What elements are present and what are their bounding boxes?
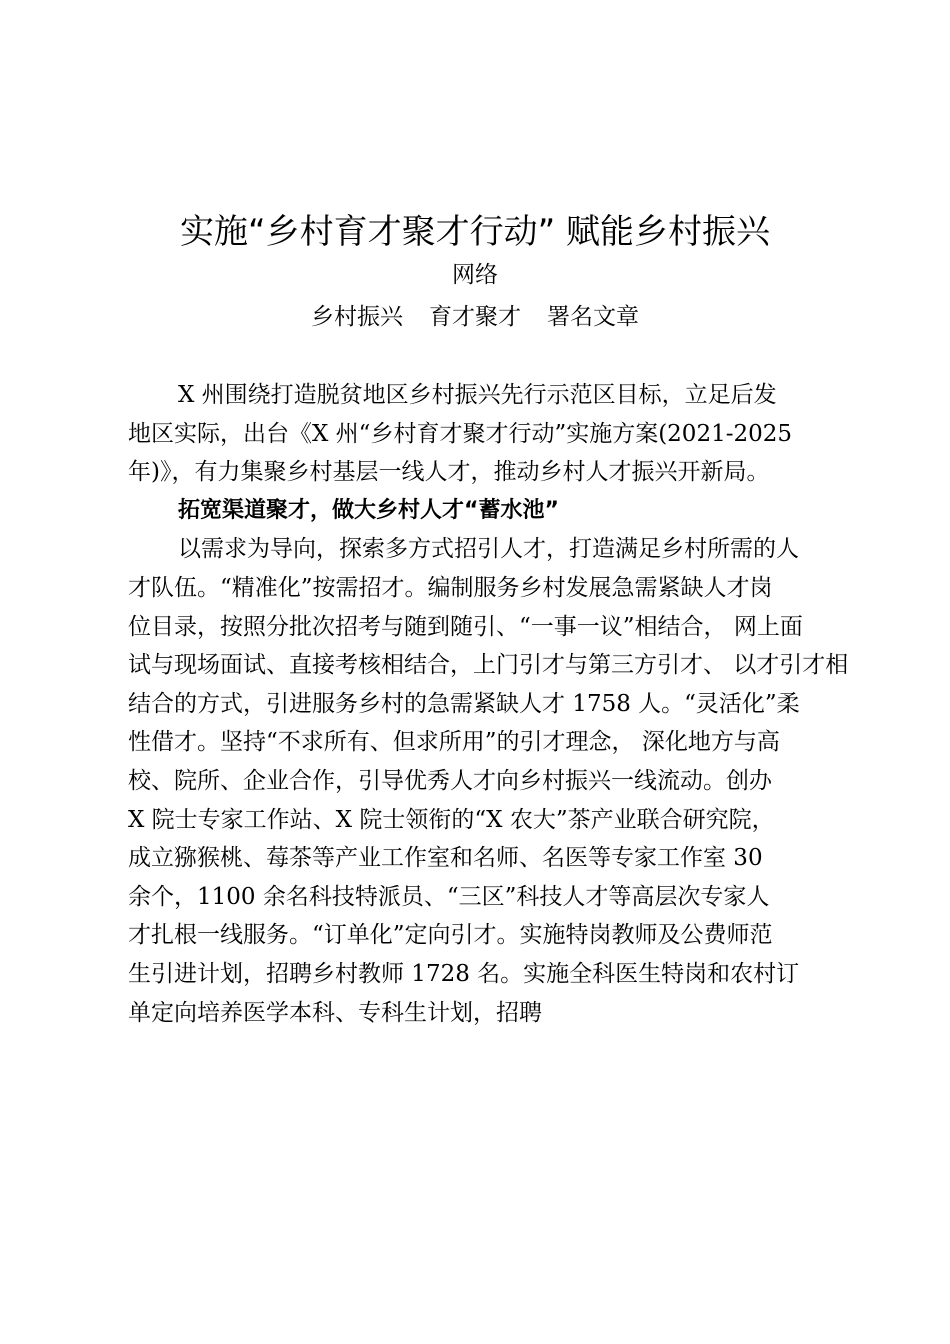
keyword: 乡村振兴 bbox=[311, 304, 403, 330]
paragraph-line: 年)》，有力集聚乡村基层一线人才，推动乡村人才振兴开新局。 bbox=[128, 459, 770, 486]
document-source: 网络 bbox=[452, 262, 498, 288]
document-title: 实施“乡村育才聚才行动” 赋能乡村振兴 bbox=[179, 212, 771, 252]
paragraph-line: 才队伍。“精准化”按需招才。编制服务乡村发展急需紧缺人才岗 bbox=[128, 574, 773, 601]
keyword-list bbox=[0, 300, 950, 334]
paragraph-line: 试与现场面试、直接考核相结合，上门引才与第三方引才、 以才引才相 bbox=[128, 652, 849, 679]
article-body bbox=[128, 376, 858, 1032]
paragraph-line: 单定向培养医学本科、专科生计划，招聘 bbox=[128, 999, 542, 1026]
paragraph-line: 生引进计划，招聘乡村教师 1728 名。实施全科医生特岗和农村订 bbox=[128, 960, 800, 987]
paragraph-line: X 院士专家工作站、X 院士领衔的“X 农大”茶产业联合研究院， bbox=[128, 806, 775, 833]
paragraph-line: 性借才。坚持“不求所有、但求所用”的引才理念， 深化地方与高 bbox=[128, 729, 780, 756]
paragraph-line: 成立猕猴桃、莓茶等产业工作室和名师、名医等专家工作室 30 bbox=[128, 845, 763, 872]
paragraph-line: 才扎根一线服务。“订单化”定向引才。实施特岗教师及公费师范 bbox=[128, 922, 773, 949]
paragraph-line: 余个，1100 余名科技特派员、“三区”科技人才等高层次专家人 bbox=[128, 883, 770, 910]
paragraph-line: 以需求为导向，探索多方式招引人才，打造满足乡村所需的人 bbox=[178, 536, 799, 563]
paragraph-line: 结合的方式，引进服务乡村的急需紧缺人才 1758 人。“灵活化”柔 bbox=[128, 690, 800, 717]
paragraph-line: 位目录，按照分批次招考与随到随引、“一事一议”相结合， 网上面 bbox=[128, 613, 803, 640]
keyword: 育才聚才 bbox=[429, 304, 521, 330]
keyword: 署名文章 bbox=[547, 304, 639, 330]
paragraph-line: 校、院所、企业合作，引导优秀人才向乡村振兴一线流动。创办 bbox=[128, 767, 772, 794]
paragraph-line: 地区实际，出台《X 州“乡村育才聚才行动”实施方案(2021-2025 bbox=[128, 420, 793, 447]
section-heading: 拓宽渠道聚才，做大乡村人才“蓄水池” bbox=[178, 497, 559, 523]
paragraph-line: X 州围绕打造脱贫地区乡村振兴先行示范区目标，立足后发 bbox=[178, 382, 777, 408]
